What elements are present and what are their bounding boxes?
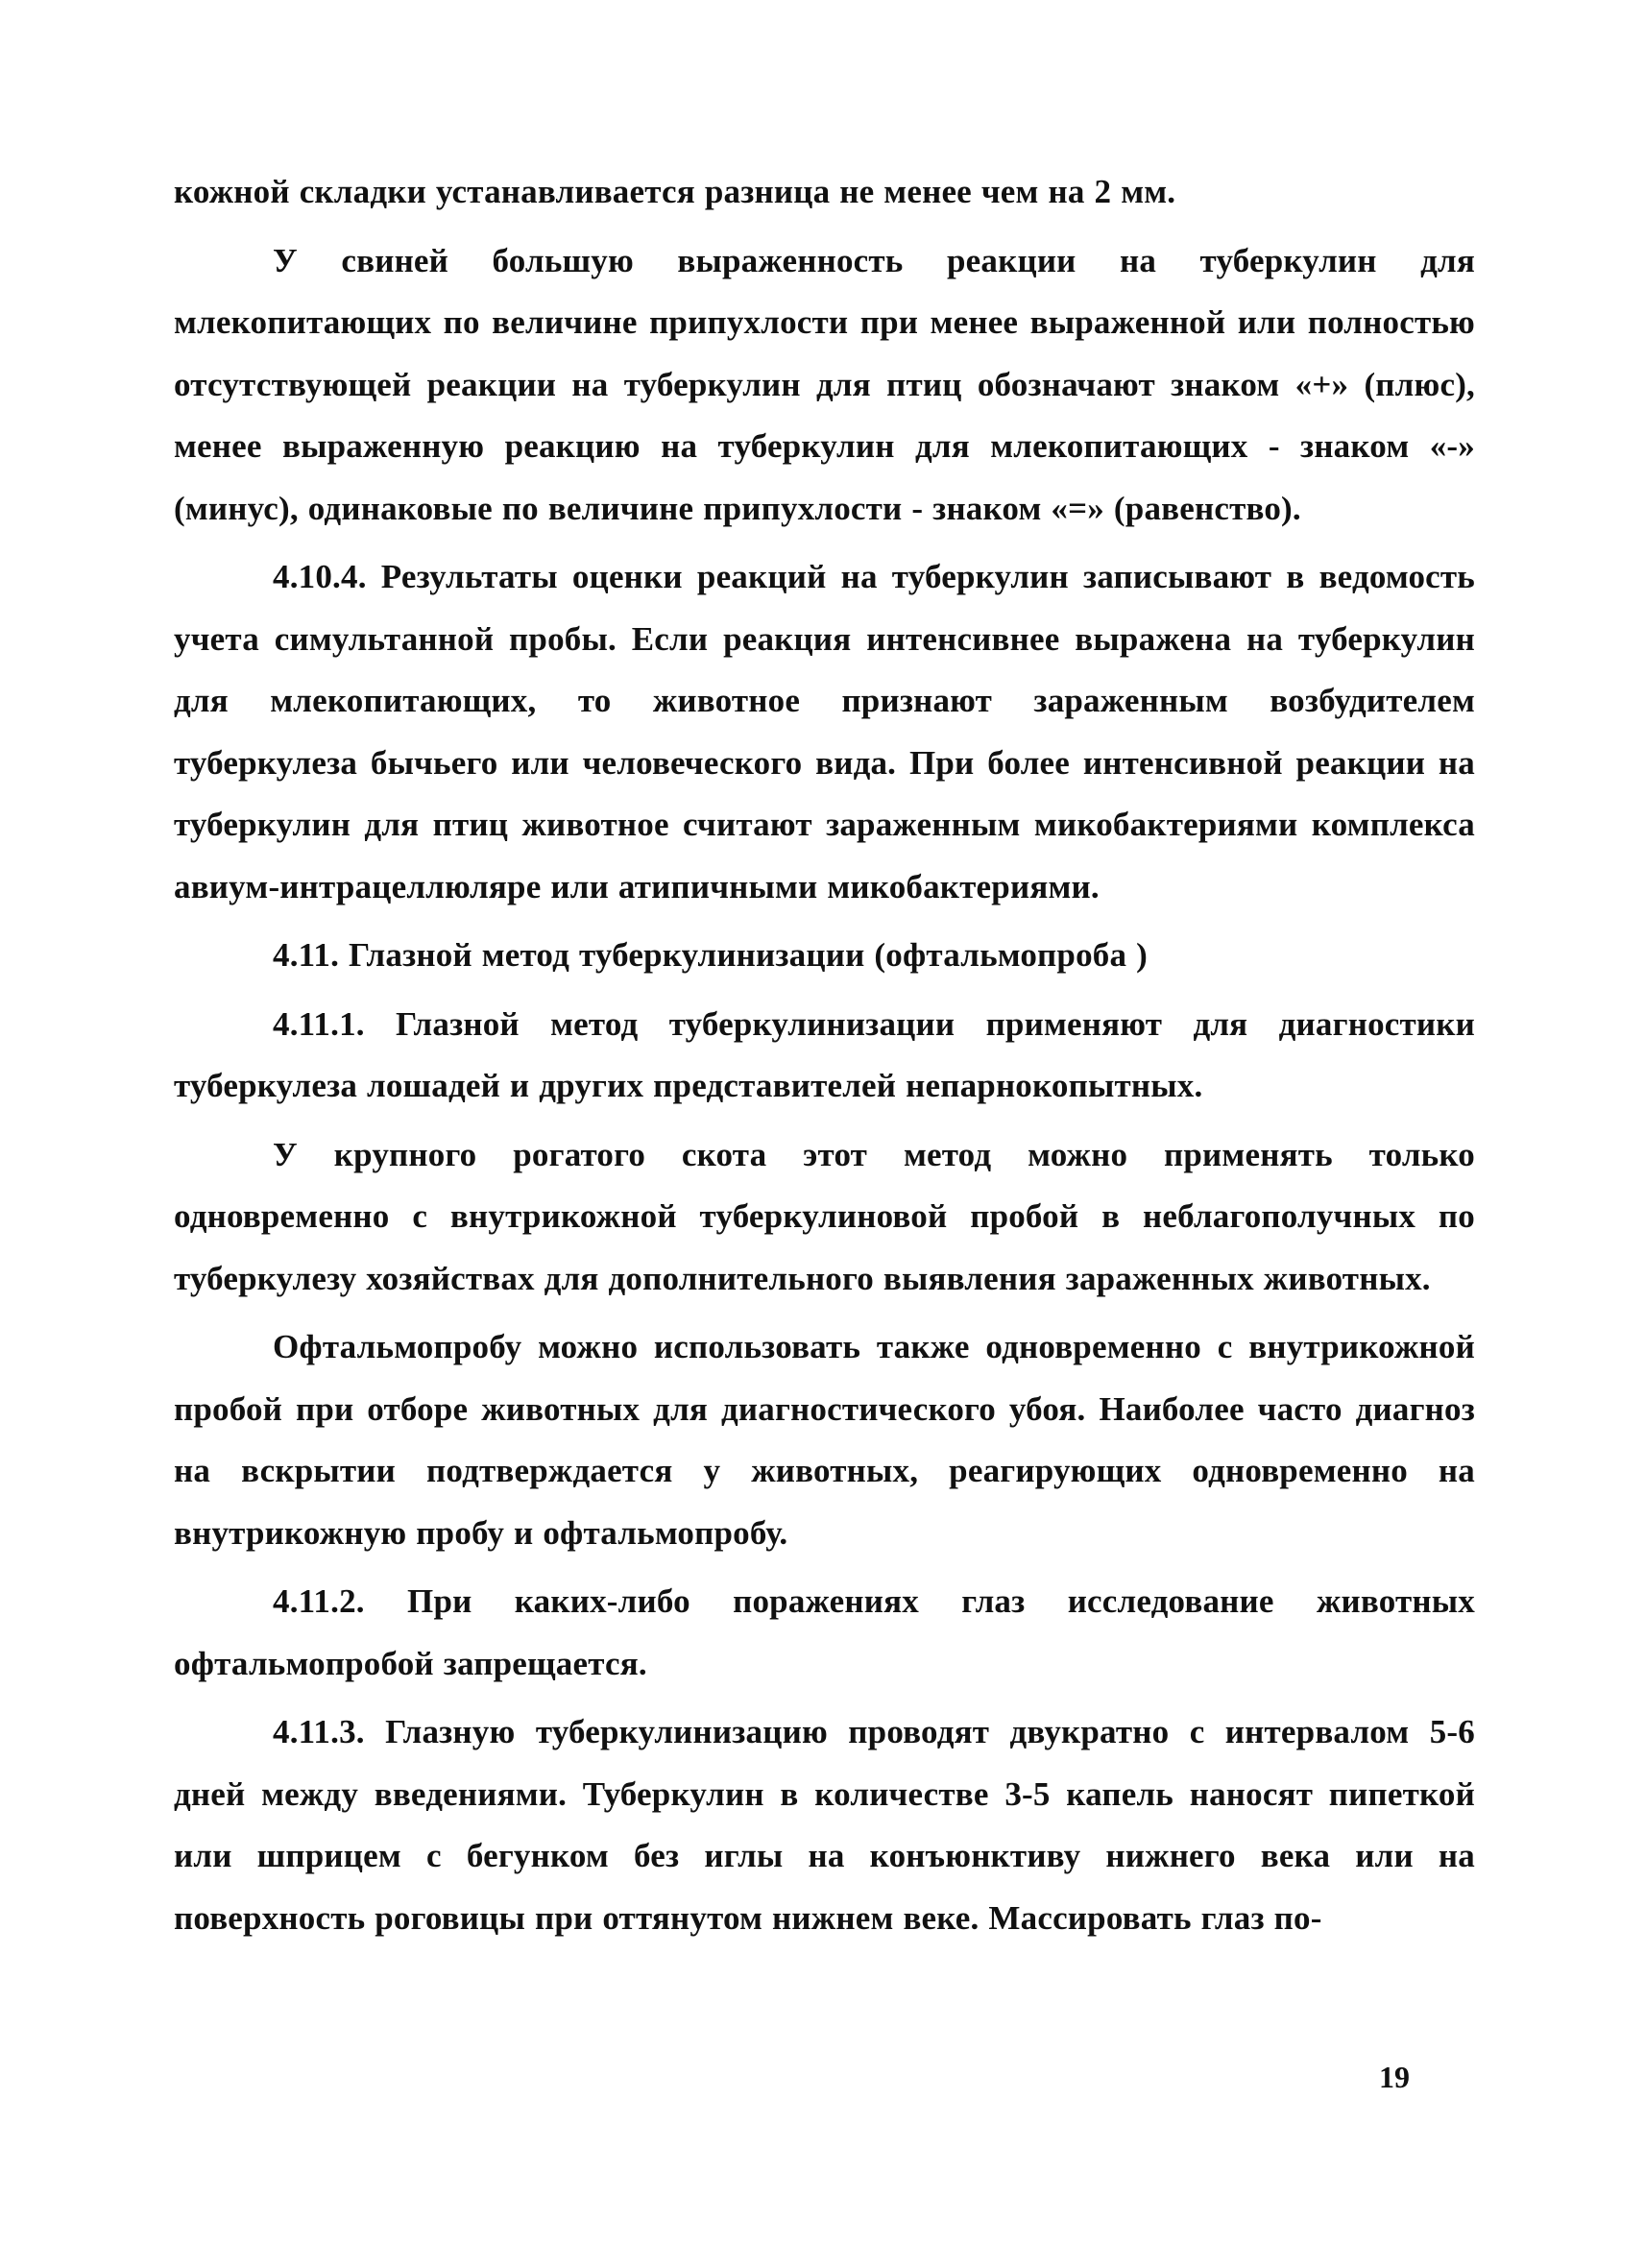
paragraph-5: 4.11.1. Глазной метод туберкулинизации применяют для диагностики туберкулеза лошадей и других представителей непарнокопытных. (174, 1004, 1475, 1104)
paragraph-2: У свиней большую выраженность реакции на туберкулин для млекопитающих по величине припухлости при менее выраженной или полностью отсутствующей реакции на туберкулин для птиц обозначают знаком «+» (плюс), менее выраженную реакцию на туберкулин для млекопитающих - знаком «-» (минус), одинаковые по величине припухлости - знаком «=» (равенство). (174, 241, 1475, 527)
paragraph-9: 4.11.3. Глазную туберкулинизацию проводят двукратно с интервалом 5-6 дней между введениями. Туберкулин в количестве 3-5 капель наносят пипеткой или шприцем с бегунком без иглы на конъюнктиву нижнего века или на поверхность роговицы при оттянутом нижнем веке. Массировать глаз по- (174, 1713, 1475, 1937)
paragraph-8: 4.11.2. При каких-либо поражениях глаз исследование животных офтальмопробой запрещается. (174, 1582, 1475, 1682)
paragraph-3: 4.10.4. Результаты оценки реакций на туберкулин записывают в ведомость учета симультанной пробы. Если реакция интенсивнее выражена на туберкулин для млекопитающих, то животное признают зараженным возбудителем туберкулеза бычьего или человеческого вида. При более интенсивной реакции на туберкулин для птиц животное считают зараженным микобактериями комплекса авиум-интрацеллюляре или атипичными микобактериями. (174, 558, 1475, 905)
paragraph-7: Офтальмопробу можно использовать также одновременно с внутрикожной пробой при отборе животных для диагностического убоя. Наиболее часто диагноз на вскрытии подтверждается у животных, реагирующих одновременно на внутрикожную пробу и офтальмопробу. (174, 1328, 1475, 1552)
page-number: 19 (1379, 2060, 1410, 2094)
paragraph-6: У крупного рогатого скота этот метод можно применять только одновременно с внутрикожной туберкулиновой пробой в неблагополучных по туберкулезу хозяйствах для дополнительного выявления зараженных животных. (174, 1135, 1475, 1297)
section-heading: 4.11. Глазной метод туберкулинизации (офтальмопроба ) (273, 936, 1148, 974)
paragraph-1: кожной складки устанавливается разница не менее чем на 2 мм. (174, 173, 1176, 210)
body-text (174, 161, 1475, 1949)
